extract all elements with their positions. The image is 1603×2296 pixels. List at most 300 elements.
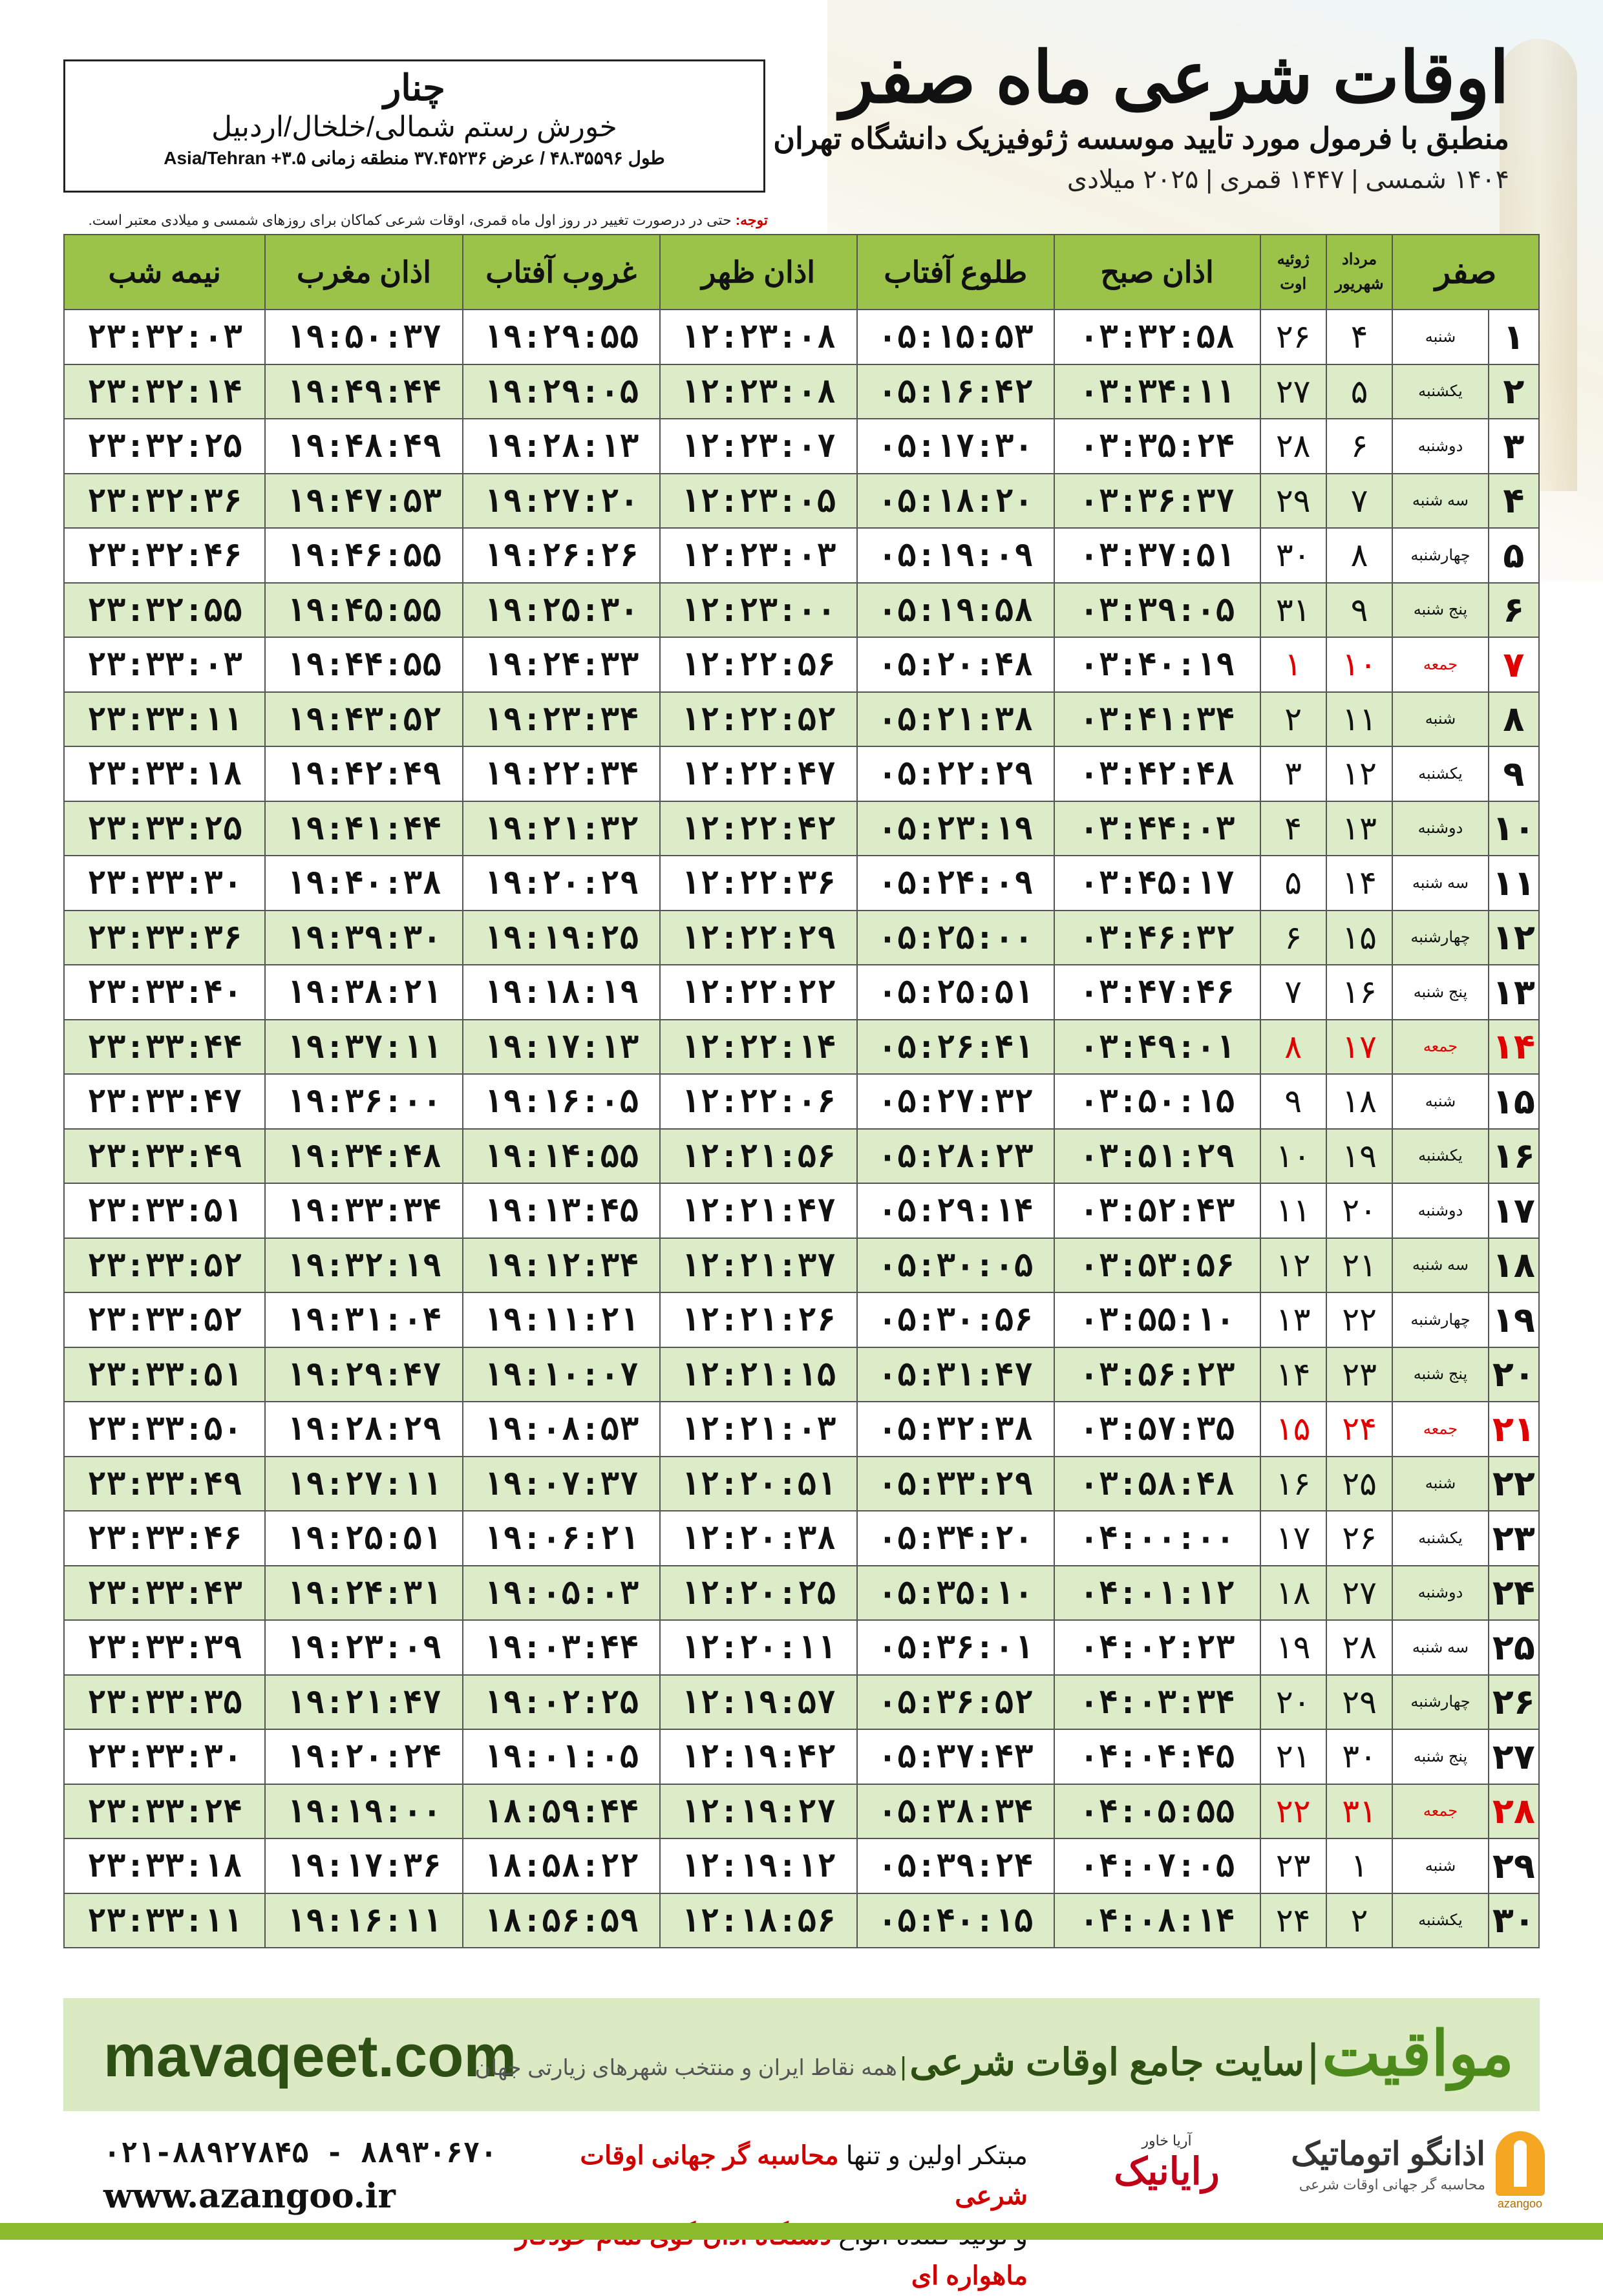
miladi-date: ۲۰ [1260,1675,1326,1730]
maghrib-time: ۱۹:۴۹:۴۴ [265,364,462,419]
dhuhr-time: ۱۲:۱۹:۴۲ [660,1729,857,1784]
sunrise-time: ۰۵:۲۲:۲۹ [857,746,1054,801]
table-row [64,1457,1539,1511]
fajr-time: ۰۴:۰۴:۴۵ [1054,1729,1260,1784]
phone-numbers: ۰۲۱-۸۸۹۲۷۸۴۵ - ۸۸۹۳۰۶۷۰ [103,2136,498,2169]
footer-line1-highlight: محاسبه گر جهانی اوقات شرعی [580,2142,1028,2210]
banner-brand [475,2017,1514,2090]
sunrise-time: ۰۵:۲۷:۳۲ [857,1074,1054,1129]
dhuhr-time: ۱۲:۲۲:۰۶ [660,1074,857,1129]
fajr-time: ۰۳:۳۴:۱۱ [1054,364,1260,419]
shamsi-date: ۵ [1326,364,1392,419]
miladi-date: ۱۰ [1260,1129,1326,1184]
table-row [64,1784,1539,1839]
dhuhr-time: ۱۲:۲۱:۳۷ [660,1238,857,1293]
dhuhr-time: ۱۲:۲۰:۵۱ [660,1457,857,1511]
miladi-date: ۱۹ [1260,1620,1326,1675]
sunset-time: ۱۹:۰۶:۲۱ [463,1511,660,1566]
maghrib-time: ۱۹:۳۸:۲۱ [265,965,462,1020]
maghrib-time: ۱۹:۴۵:۵۵ [265,583,462,638]
weekday: یکشنبه [1392,364,1488,419]
miladi-date: ۱۷ [1260,1511,1326,1566]
dhuhr-time: ۱۲:۱۹:۵۷ [660,1675,857,1730]
weekday: چهارشنبه [1392,528,1488,583]
shamsi-date: ۱ [1326,1838,1392,1893]
sunrise-time: ۰۵:۳۷:۴۳ [857,1729,1054,1784]
sunset-time: ۱۹:۰۵:۰۳ [463,1566,660,1621]
miladi-date: ۸ [1260,1020,1326,1075]
separator: | [900,2052,907,2081]
weekday: شنبه [1392,1838,1488,1893]
mavaqeet-banner [63,1998,1540,2111]
fajr-time: ۰۴:۰۳:۳۴ [1054,1675,1260,1730]
title-block [766,39,1509,195]
maghrib-time: ۱۹:۴۲:۴۹ [265,746,462,801]
sunset-time: ۱۹:۱۱:۲۱ [463,1292,660,1347]
miladi-date: ۲۳ [1260,1838,1326,1893]
weekday: سه شنبه [1392,1620,1488,1675]
sunset-time: ۱۹:۰۳:۴۴ [463,1620,660,1675]
header-sunset: غروب آفتاب [463,235,660,310]
calendar-years: ۱۴۰۴ شمسی | ۱۴۴۷ قمری | ۲۰۲۵ میلادی [1067,165,1509,194]
azangoo-tagline: محاسبه گر جهانی اوقات شرعی [1299,2176,1485,2193]
brand-name: مواقیت [1322,2019,1514,2089]
sunrise-time: ۰۵:۱۹:۵۸ [857,583,1054,638]
location-box [63,59,765,193]
shamsi-date: ۲۴ [1326,1402,1392,1457]
miladi-date: ۵ [1260,856,1326,911]
dhuhr-time: ۱۲:۲۰:۱۱ [660,1620,857,1675]
day-number: ۱۸ [1489,1238,1539,1293]
sunset-time: ۱۹:۲۳:۳۴ [463,692,660,747]
fajr-time: ۰۳:۵۱:۲۹ [1054,1129,1260,1184]
dhuhr-time: ۱۲:۲۳:۰۸ [660,310,857,364]
dhuhr-time: ۱۲:۱۹:۲۷ [660,1784,857,1839]
sunrise-time: ۰۵:۳۰:۵۶ [857,1292,1054,1347]
shamsi-date: ۳۰ [1326,1729,1392,1784]
sunset-time: ۱۹:۰۲:۲۵ [463,1675,660,1730]
shamsi-date: ۲۱ [1326,1238,1392,1293]
day-number: ۲۵ [1489,1620,1539,1675]
sunset-time: ۱۹:۱۸:۱۹ [463,965,660,1020]
fajr-time: ۰۴:۰۱:۱۲ [1054,1566,1260,1621]
day-number: ۲۶ [1489,1675,1539,1730]
footer-description [511,2136,1028,2296]
weekday: جمعه [1392,1784,1488,1839]
sunrise-time: ۰۵:۳۵:۱۰ [857,1566,1054,1621]
sunset-time: ۱۹:۱۳:۴۵ [463,1183,660,1238]
miladi-date: ۳ [1260,746,1326,801]
maghrib-time: ۱۹:۲۴:۳۱ [265,1566,462,1621]
sunrise-time: ۰۵:۲۸:۲۳ [857,1129,1054,1184]
shamsi-date: ۲۲ [1326,1292,1392,1347]
day-number: ۱۴ [1489,1020,1539,1075]
fajr-time: ۰۳:۵۸:۴۸ [1054,1457,1260,1511]
maghrib-time: ۱۹:۳۲:۱۹ [265,1238,462,1293]
dhuhr-time: ۱۲:۲۰:۲۵ [660,1566,857,1621]
maghrib-time: ۱۹:۴۶:۵۵ [265,528,462,583]
shamsi-date: ۲۳ [1326,1347,1392,1402]
sunrise-time: ۰۵:۳۰:۰۵ [857,1238,1054,1293]
dhuhr-time: ۱۲:۲۲:۳۶ [660,856,857,911]
maghrib-time: ۱۹:۵۰:۳۷ [265,310,462,364]
sunrise-time: ۰۵:۱۵:۵۳ [857,310,1054,364]
fajr-time: ۰۳:۴۴:۰۳ [1054,801,1260,856]
maghrib-time: ۱۹:۴۳:۵۲ [265,692,462,747]
midnight-time: ۲۳:۳۳:۰۳ [64,637,265,692]
sunset-time: ۱۹:۰۱:۰۵ [463,1729,660,1784]
maghrib-time: ۱۹:۴۷:۵۳ [265,474,462,529]
dhuhr-time: ۱۲:۲۳:۰۰ [660,583,857,638]
midnight-time: ۲۳:۳۲:۲۵ [64,419,265,474]
midnight-time: ۲۳:۳۳:۳۰ [64,856,265,911]
miladi-date: ۲۲ [1260,1784,1326,1839]
weekday: شنبه [1392,1457,1488,1511]
page-subtitle: منطبق با فرمول مورد تایید موسسه ژئوفیزیک دانشگاه تهران [773,121,1509,155]
maghrib-time: ۱۹:۲۵:۵۱ [265,1511,462,1566]
notice [63,212,768,229]
table-row [64,1675,1539,1730]
fajr-time: ۰۳:۳۷:۵۱ [1054,528,1260,583]
azangoo-icon [1496,2131,1545,2196]
midnight-time: ۲۳:۳۳:۵۰ [64,1402,265,1457]
weekday: شنبه [1392,310,1488,364]
azangoo-logo [1273,2126,1545,2210]
fajr-time: ۰۳:۵۲:۴۳ [1054,1183,1260,1238]
dhuhr-time: ۱۲:۲۱:۲۶ [660,1292,857,1347]
miladi-date: ۴ [1260,801,1326,856]
sunrise-time: ۰۵:۱۸:۲۰ [857,474,1054,529]
maghrib-time: ۱۹:۱۹:۰۰ [265,1784,462,1839]
weekday: جمعه [1392,637,1488,692]
midnight-time: ۲۳:۳۳:۱۱ [64,1893,265,1948]
miladi-date: ۱۳ [1260,1292,1326,1347]
midnight-time: ۲۳:۳۳:۴۹ [64,1457,265,1511]
day-number: ۲۷ [1489,1729,1539,1784]
sunset-time: ۱۹:۰۸:۵۳ [463,1402,660,1457]
sunrise-time: ۰۵:۳۴:۲۰ [857,1511,1054,1566]
sunrise-time: ۰۵:۳۱:۴۷ [857,1347,1054,1402]
shamsi-date: ۲۵ [1326,1457,1392,1511]
sunrise-time: ۰۵:۳۶:۰۱ [857,1620,1054,1675]
day-number: ۱۹ [1489,1292,1539,1347]
footer-website[interactable]: www.azangoo.ir [103,2176,396,2216]
midnight-time: ۲۳:۳۳:۴۳ [64,1566,265,1621]
fajr-time: ۰۳:۳۵:۲۴ [1054,419,1260,474]
weekday: یکشنبه [1392,1511,1488,1566]
weekday: دوشنبه [1392,1183,1488,1238]
dhuhr-time: ۱۲:۲۱:۵۶ [660,1129,857,1184]
weekday: پنج شنبه [1392,1729,1488,1784]
shamsi-date: ۴ [1326,310,1392,364]
midnight-time: ۲۳:۳۳:۳۰ [64,1729,265,1784]
table-row [64,746,1539,801]
day-number: ۳ [1489,419,1539,474]
maghrib-time: ۱۹:۳۶:۰۰ [265,1074,462,1129]
maghrib-time: ۱۹:۴۸:۴۹ [265,419,462,474]
sunrise-time: ۰۵:۴۰:۱۵ [857,1893,1054,1948]
miladi-date: ۲۴ [1260,1893,1326,1948]
midnight-time: ۲۳:۳۳:۱۸ [64,746,265,801]
fajr-time: ۰۳:۴۵:۱۷ [1054,856,1260,911]
sunrise-time: ۰۵:۳۲:۳۸ [857,1402,1054,1457]
miladi-date: ۱ [1260,637,1326,692]
sunrise-time: ۰۵:۲۳:۱۹ [857,801,1054,856]
header-dhuhr: اذان ظهر [660,235,857,310]
table-row [64,1238,1539,1293]
day-number: ۳۰ [1489,1893,1539,1948]
weekday: دوشنبه [1392,801,1488,856]
sunset-time: ۱۹:۲۹:۰۵ [463,364,660,419]
miladi-date: ۱۸ [1260,1566,1326,1621]
weekday: چهارشنبه [1392,1292,1488,1347]
dhuhr-time: ۱۲:۲۱:۴۷ [660,1183,857,1238]
header-sunrise: طلوع آفتاب [857,235,1054,310]
sunset-time: ۱۹:۲۲:۳۴ [463,746,660,801]
maghrib-time: ۱۹:۳۴:۴۸ [265,1129,462,1184]
sunset-time: ۱۹:۲۷:۲۰ [463,474,660,529]
midnight-time: ۲۳:۳۳:۵۱ [64,1347,265,1402]
fajr-time: ۰۳:۳۹:۰۵ [1054,583,1260,638]
day-number: ۲۰ [1489,1347,1539,1402]
notice-label: توجه: [735,212,768,228]
bottom-bar [0,2223,1603,2240]
weekday: پنج شنبه [1392,1347,1488,1402]
dhuhr-time: ۱۲:۲۳:۰۵ [660,474,857,529]
weekday: سه شنبه [1392,1238,1488,1293]
weekday: چهارشنبه [1392,911,1488,965]
header-shamsi: مرداد شهریور [1326,235,1392,310]
midnight-time: ۲۳:۳۳:۴۷ [64,1074,265,1129]
table-row [64,310,1539,364]
day-number: ۷ [1489,637,1539,692]
sunset-time: ۱۹:۲۸:۱۳ [463,419,660,474]
sunset-time: ۱۹:۲۹:۵۵ [463,310,660,364]
fajr-time: ۰۳:۵۰:۱۵ [1054,1074,1260,1129]
table-row [64,583,1539,638]
separator: | [1307,2034,1319,2085]
shamsi-date: ۱۸ [1326,1074,1392,1129]
sunrise-time: ۰۵:۱۶:۴۲ [857,364,1054,419]
sunset-time: ۱۹:۰۷:۳۷ [463,1457,660,1511]
fajr-time: ۰۳:۵۵:۱۰ [1054,1292,1260,1347]
midnight-time: ۲۳:۳۳:۴۶ [64,1511,265,1566]
shamsi-date: ۱۳ [1326,801,1392,856]
table-row [64,856,1539,911]
dhuhr-time: ۱۲:۲۲:۲۹ [660,911,857,965]
sunrise-time: ۰۵:۳۳:۲۹ [857,1457,1054,1511]
shamsi-date: ۱۲ [1326,746,1392,801]
midnight-time: ۲۳:۳۳:۲۵ [64,801,265,856]
day-number: ۹ [1489,746,1539,801]
weekday: پنج شنبه [1392,583,1488,638]
sunset-time: ۱۸:۵۹:۴۴ [463,1784,660,1839]
miladi-date: ۱۶ [1260,1457,1326,1511]
table-row [64,637,1539,692]
shamsi-date: ۲۶ [1326,1511,1392,1566]
footer-line1: مبتکر اولین و تنها [838,2142,1028,2170]
midnight-time: ۲۳:۳۳:۱۸ [64,1838,265,1893]
midnight-time: ۲۳:۳۳:۵۲ [64,1292,265,1347]
weekday: دوشنبه [1392,1566,1488,1621]
dhuhr-time: ۱۲:۲۳:۰۸ [660,364,857,419]
sunrise-time: ۰۵:۲۶:۴۱ [857,1020,1054,1075]
midnight-time: ۲۳:۳۳:۴۹ [64,1129,265,1184]
azangoo-en: azangoo [1497,2197,1542,2210]
maghrib-time: ۱۹:۴۴:۵۵ [265,637,462,692]
sunrise-time: ۰۵:۲۵:۵۱ [857,965,1054,1020]
sunrise-time: ۰۵:۱۷:۳۰ [857,419,1054,474]
table-row [64,1347,1539,1402]
maghrib-time: ۱۹:۳۱:۰۴ [265,1292,462,1347]
midnight-time: ۲۳:۳۳:۳۹ [64,1620,265,1675]
sunset-time: ۱۹:۱۶:۰۵ [463,1074,660,1129]
day-number: ۱۵ [1489,1074,1539,1129]
shamsi-date: ۶ [1326,419,1392,474]
sunrise-time: ۰۵:۳۸:۳۴ [857,1784,1054,1839]
weekday: پنج شنبه [1392,965,1488,1020]
table-row [64,1020,1539,1075]
sunrise-time: ۰۵:۲۵:۰۰ [857,911,1054,965]
fajr-time: ۰۳:۳۶:۳۷ [1054,474,1260,529]
shamsi-date: ۱۰ [1326,637,1392,692]
fajr-time: ۰۴:۰۷:۰۵ [1054,1838,1260,1893]
sunset-time: ۱۹:۱۹:۲۵ [463,911,660,965]
sunrise-time: ۰۵:۳۹:۲۴ [857,1838,1054,1893]
shamsi-date: ۱۶ [1326,965,1392,1020]
day-number: ۱۱ [1489,856,1539,911]
dhuhr-time: ۱۲:۲۰:۳۸ [660,1511,857,1566]
table-row [64,692,1539,747]
midnight-time: ۲۳:۳۲:۴۶ [64,528,265,583]
sunset-time: ۱۹:۲۵:۳۰ [463,583,660,638]
sunset-time: ۱۹:۱۴:۵۵ [463,1129,660,1184]
table-row [64,1566,1539,1621]
miladi-date: ۲۶ [1260,310,1326,364]
footer-line2-highlight: ماهواره ای [911,2262,1028,2290]
dhuhr-time: ۱۲:۱۸:۵۶ [660,1893,857,1948]
miladi-date: ۹ [1260,1074,1326,1129]
sunrise-time: ۰۵:۲۰:۴۸ [857,637,1054,692]
miladi-date: ۲۱ [1260,1729,1326,1784]
maghrib-time: ۱۹:۴۱:۴۴ [265,801,462,856]
weekday: شنبه [1392,692,1488,747]
fajr-time: ۰۴:۰۰:۰۰ [1054,1511,1260,1566]
sunset-time: ۱۹:۲۰:۲۹ [463,856,660,911]
midnight-time: ۲۳:۳۳:۱۱ [64,692,265,747]
midnight-time: ۲۳:۳۳:۳۶ [64,911,265,965]
header-month: صفر [1392,235,1539,310]
maghrib-time: ۱۹:۳۹:۳۰ [265,911,462,965]
sunrise-time: ۰۵:۱۹:۰۹ [857,528,1054,583]
shamsi-date: ۱۴ [1326,856,1392,911]
sunset-time: ۱۹:۲۱:۳۲ [463,801,660,856]
coordinates: طول ۴۸.۳۵۵۹۶ / عرض ۳۷.۴۵۲۳۶ منطقه زمانی ۳.۵+ Asia/Tehran [164,148,665,168]
midnight-time: ۲۳:۳۳:۴۰ [64,965,265,1020]
dhuhr-time: ۱۲:۲۳:۰۷ [660,419,857,474]
day-number: ۴ [1489,474,1539,529]
miladi-date: ۲۷ [1260,364,1326,419]
midnight-time: ۲۳:۳۳:۴۴ [64,1020,265,1075]
fajr-time: ۰۴:۰۸:۱۴ [1054,1893,1260,1948]
sunset-time: ۱۸:۵۶:۵۹ [463,1893,660,1948]
table-row [64,1183,1539,1238]
brand-tagline: سایت جامع اوقات شرعی [909,2041,1305,2083]
shamsi-date: ۲ [1326,1893,1392,1948]
midnight-time: ۲۳:۳۲:۰۳ [64,310,265,364]
maghrib-time: ۱۹:۲۸:۲۹ [265,1402,462,1457]
dhuhr-time: ۱۲:۱۹:۱۲ [660,1838,857,1893]
day-number: ۶ [1489,583,1539,638]
day-number: ۲۹ [1489,1838,1539,1893]
table-row [64,1292,1539,1347]
sunset-time: ۱۹:۱۰:۰۷ [463,1347,660,1402]
fajr-time: ۰۳:۵۷:۳۵ [1054,1402,1260,1457]
maghrib-time: ۱۹:۳۷:۱۱ [265,1020,462,1075]
weekday: جمعه [1392,1402,1488,1457]
fajr-time: ۰۳:۵۶:۲۳ [1054,1347,1260,1402]
page-title: اوقات شرعی ماه صفر [840,38,1509,118]
weekday: یکشنبه [1392,746,1488,801]
fajr-time: ۰۳:۴۷:۴۶ [1054,965,1260,1020]
city-name: چنار [383,67,445,108]
weekday: شنبه [1392,1074,1488,1129]
table-row [64,1511,1539,1566]
region-name: خورش رستم شمالی/خلخال/اردبیل [211,111,617,143]
shamsi-date: ۱۵ [1326,911,1392,965]
midnight-time: ۲۳:۳۲:۱۴ [64,364,265,419]
fajr-time: ۰۳:۵۳:۵۶ [1054,1238,1260,1293]
shamsi-date: ۷ [1326,474,1392,529]
maghrib-time: ۱۹:۲۱:۴۷ [265,1675,462,1730]
table-row [64,1402,1539,1457]
midnight-time: ۲۳:۳۲:۳۶ [64,474,265,529]
maghrib-time: ۱۹:۲۹:۴۷ [265,1347,462,1402]
dhuhr-time: ۱۲:۲۱:۰۳ [660,1402,857,1457]
miladi-date: ۱۴ [1260,1347,1326,1402]
day-number: ۱۲ [1489,911,1539,965]
day-number: ۲۱ [1489,1402,1539,1457]
miladi-date: ۳۱ [1260,583,1326,638]
website-link[interactable]: mavaqeet.com [103,2023,517,2089]
shamsi-date: ۲۹ [1326,1675,1392,1730]
table-row [64,528,1539,583]
shamsi-date: ۹ [1326,583,1392,638]
fajr-time: ۰۴:۰۲:۲۳ [1054,1620,1260,1675]
fajr-time: ۰۳:۴۱:۳۴ [1054,692,1260,747]
table-row [64,1893,1539,1948]
table-row [64,1074,1539,1129]
day-number: ۵ [1489,528,1539,583]
weekday: یکشنبه [1392,1893,1488,1948]
sunrise-time: ۰۵:۲۹:۱۴ [857,1183,1054,1238]
weekday: جمعه [1392,1020,1488,1075]
header-maghrib: اذان مغرب [265,235,462,310]
dhuhr-time: ۱۲:۲۱:۱۵ [660,1347,857,1402]
miladi-date: ۱۵ [1260,1402,1326,1457]
sunrise-time: ۰۵:۳۶:۵۲ [857,1675,1054,1730]
sunset-time: ۱۹:۲۴:۳۳ [463,637,660,692]
shamsi-date: ۲۷ [1326,1566,1392,1621]
sunset-time: ۱۹:۱۷:۱۳ [463,1020,660,1075]
shamsi-date: ۲۰ [1326,1183,1392,1238]
miladi-date: ۱۲ [1260,1238,1326,1293]
shamsi-date: ۳۱ [1326,1784,1392,1839]
dhuhr-time: ۱۲:۲۲:۴۲ [660,801,857,856]
miladi-date: ۱۱ [1260,1183,1326,1238]
sunrise-time: ۰۵:۲۴:۰۹ [857,856,1054,911]
table-row [64,364,1539,419]
